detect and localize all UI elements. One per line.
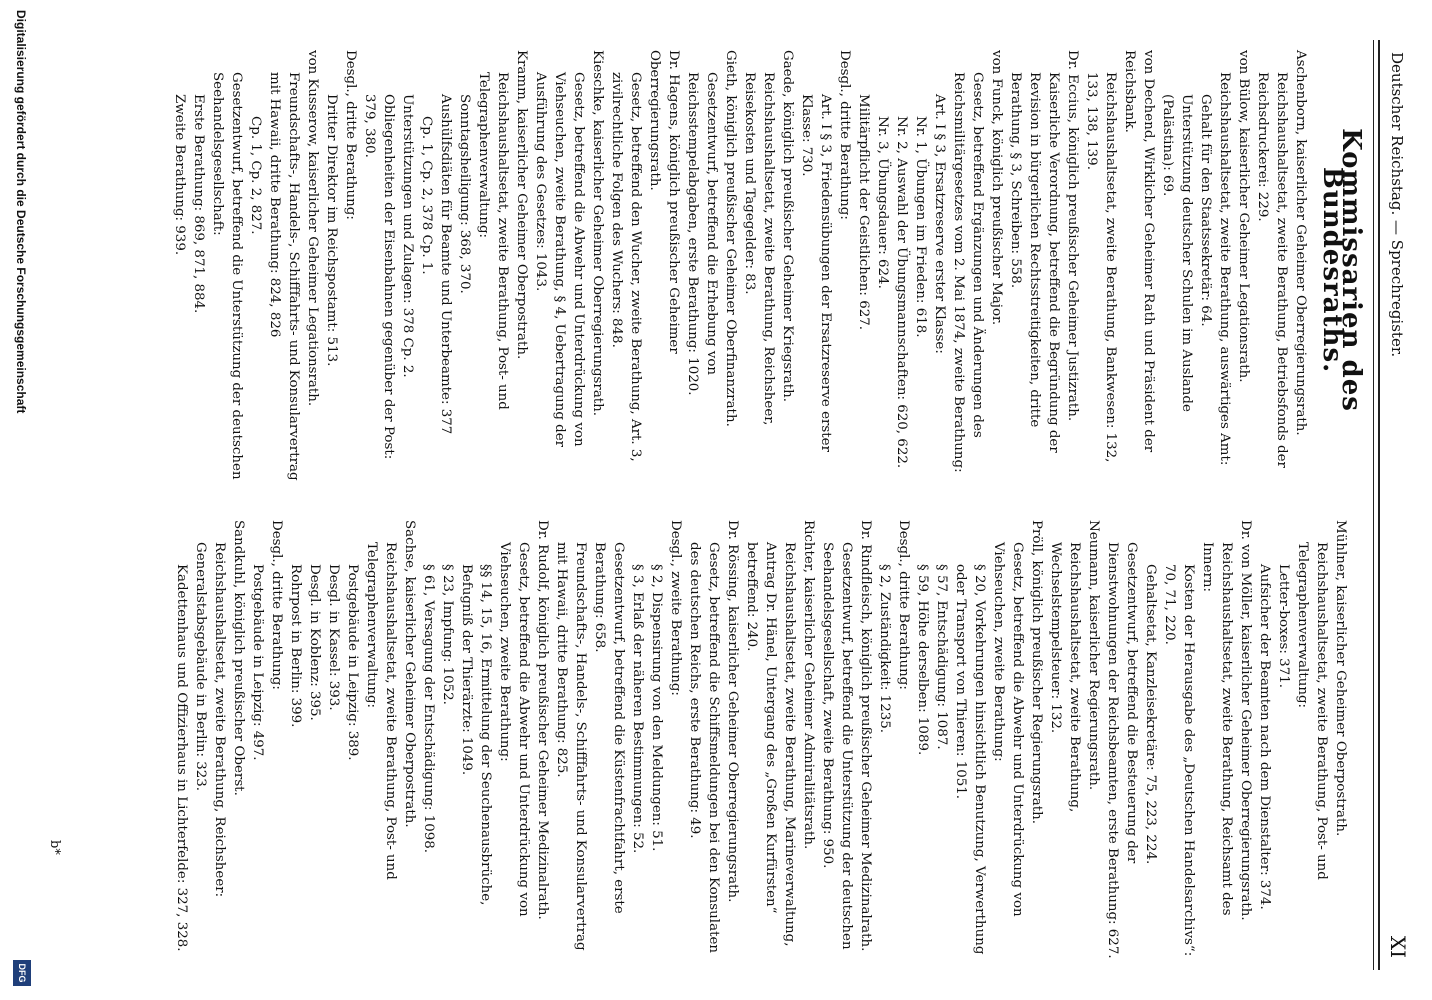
register-entry-heading: Richter, kaiserlicher Geheimer Admiralitätsrath.: [801, 520, 816, 850]
register-entry-line: Gehalt für den Staatssekretär: 64.: [1198, 94, 1213, 327]
register-entry-line: § 20, Vorkehrungen hinsichtlich Benutzung, Verwerthung oder Transport von Thieren: 1051.: [953, 564, 987, 955]
register-entry-heading: Gaede, königlich preußischer Geheimer Kriegsrath.: [780, 50, 795, 402]
register-entry-line: Reichshaushaltsetat, zweite Berathung, Bankwesen: 132, 133, 138, 139.: [1084, 72, 1118, 463]
register-entry-line: § 61, Versagung der Entschädigung: 1098.: [421, 564, 436, 854]
header-section: — Sprechregister.: [1388, 220, 1406, 358]
register-entry-line: Erste Berathung: 869, 871, 884.: [191, 94, 206, 314]
register-entry-line: Art. I § 3, Ersatzreserve erster Klasse:: [932, 94, 947, 354]
register-entry-line: Gesetzentwurf, betreffend die Erhebung von Reichsstempelabgaben, erste Berathung: 1020.: [685, 72, 719, 396]
register-entry-line: Gesetz, betreffend Ergänzungen und Änderungen des Reichsmilitärgesetzes vom 2. Mai 1874, zweite Berathung:: [951, 72, 985, 473]
register-entry-heading: Gieth, königlich preußischer Geheimer Oberfinanzrath.: [723, 50, 738, 427]
register-entry-line: Gesetz, betreffend den Wucher, zweite Berathung, Art. 3, zivilrechtliche Folgen des Wuchers: 848.: [609, 72, 643, 462]
section-title: Kommissarien des Bundesraths.: [1317, 128, 1366, 412]
register-entry-heading: von Kusserow, kaiserlicher Geheimer Legationsrath.: [305, 50, 320, 407]
column-left: [170, 50, 1366, 490]
register-entry-line: Reichshaushaltsetat, zweite Berathung, Reichsamt des Innern:: [1200, 542, 1234, 916]
register-entry-heading: Dr. von Möller, kaiserlicher Geheimer Oberregierungsrath.: [1238, 520, 1253, 921]
register-entry-line: Unterstützungen und Zulagen: 378 Cp. 2.: [400, 94, 415, 378]
register-entry-line: Zweite Berathung: 939.: [172, 94, 187, 256]
register-entry-line: Gesetzentwurf, betreffend die Küstenfrachtfahrt, erste Berathung: 658.: [592, 542, 626, 914]
register-entry-line: Kadettenhaus und Offizierhaus in Lichterfelde: 327, 328.: [174, 564, 189, 952]
register-entry-line: § 23, Impfung: 1052.: [440, 564, 455, 705]
register-entry-line: Gesetz, betreffend die Abwehr und Unterdrückung von Viehseuchen, zweite Berathung:: [497, 542, 531, 917]
register-entry-heading: Desgl., zweite Berathung:: [668, 520, 683, 696]
signature-mark: b*: [47, 840, 62, 855]
header-journal: Deutscher Reichstag.: [1388, 52, 1406, 216]
register-entry-heading: Sachse, kaiserlicher Geheimer Oberpostrath.: [402, 520, 417, 828]
register-entry-line: Dritter Direktor im Reichspostamt: 513.: [324, 94, 339, 367]
register-entry-heading: Aschenborn, kaiserlicher Geheimer Oberregierungsrath.: [1293, 50, 1308, 436]
register-entry-line: Reichshaushaltsetat, zweite Berathung, auswärtiges Amt:: [1217, 72, 1232, 466]
register-entry-line: Reichshaushaltsetat, zweite Berathung, Betriebsfonds der Reichsdruckerei: 229.: [1255, 72, 1289, 468]
register-entry-line: § 2, Zuständigkeit: 1235.: [877, 564, 892, 734]
register-entry-line: § 3, Erlaß der näheren Bestimmungen: 52.: [630, 564, 645, 854]
stamp-text: Digitalisierung gefördert durch die Deutsche Forschungsgemeinschaft: [14, 10, 28, 414]
register-entry-heading: Dr. Rudolf, königlich preußischer Geheimer Medizinalrath.: [535, 520, 550, 920]
register-entry-heading: Desgl., dritte Berathung:: [343, 50, 358, 220]
register-entry-heading: Dr. Eccius, königlich preußischer Geheimer Justizrath.: [1065, 50, 1080, 422]
register-entry-line: Reichshaushaltsetat, zweite Berathung, Post- und Telegraphenverwaltung:: [364, 542, 398, 880]
register-entry-heading: Neumann, kaiserlicher Regierungsrath.: [1086, 520, 1101, 791]
register-entry-line: Gesetz, betreffend die Schiffsmeldungen bei den Konsulaten des deutschen Reichs, erste Berathung: 49.: [687, 542, 721, 953]
register-entry-heading: Desgl., dritte Berathung:: [837, 50, 852, 220]
register-entry-line: Unterstützung deutscher Schulen im Auslande (Palästina): 69.: [1160, 94, 1194, 412]
register-entry-line: § 57, Entschädigung: 1087.: [934, 564, 949, 750]
register-entry-line: Nr. 3, Übungsdauer: 624.: [875, 116, 890, 289]
register-entry-line: Reichshaushaltsetat, zweite Berathung, Post- und Telegraphenverwaltung:: [1295, 542, 1329, 880]
register-entry-line: Postgebäude in Leipzig: 389.: [345, 564, 360, 761]
register-entry-line: Art. I § 3, Friedensübungen der Ersatzreserve erster Klasse: 730.: [799, 94, 833, 453]
register-entry-line: Gesetzentwurf, betreffend die Besteuerung der Dienstwohnungen der Reichsbeamten, erste Berathung: 627.: [1105, 542, 1139, 959]
register-entry-line: Cp. 1, Cp. 2, 827.: [248, 116, 263, 235]
column-right: [172, 520, 1350, 960]
register-entry-line: § 2, Dispensirung von den Meldungen: 51.: [649, 564, 664, 852]
register-entry-line: Gesetz, betreffend die Abwehr und Unterdrückung von Viehseuchen, zweite Berathung:: [991, 542, 1025, 917]
register-entry-line: Aushülfsdiäten für Beamte und Unterbeamte: 377: [438, 94, 453, 435]
header-left: [1388, 52, 1406, 357]
register-entry-line: Reichshaushaltsetat, zweite Berathung, Reichsheer: Generalstabsgebäude in Berlin: 323.: [193, 542, 227, 898]
register-entry-heading: Mühlner, kaiserlicher Geheimer Oberpostrath.: [1333, 520, 1348, 837]
register-entry-line: Reichshaushaltsetat, zweite Berathung, Post- und Telegraphenverwaltung:: [476, 72, 510, 410]
register-entry-line: Gesetz, betreffend die Abwehr und Unterdrückung von Viehseuchen, zweite Berathung, § 4, Uebertragung der Ausführung des Gesetzes: 1043.: [533, 72, 586, 448]
register-entry-heading: Sandkuhl, königlich preußischer Oberst.: [231, 520, 246, 796]
register-entry-line: Gehaltsetat, Kanzleisekretäre: 75, 223, 224.: [1143, 564, 1158, 865]
page-number: XI: [1386, 935, 1410, 958]
register-entry-line: Reichshaushaltsetat, zweite Berathung, Marineverwaltung, Antrag Dr. Hänel, Untergang des „Großen Kurfürsten“ betreffend: 240.: [744, 542, 797, 947]
register-entry-line: Freundschafts-, Handels-, Schifffahrts- und Konsularvertrag mit Hawaii, dritte Berathung: 824, 826: [267, 72, 301, 481]
register-entry-line: Freundschafts-, Handels-, Schifffahrts- und Konsularvertrag mit Hawaii, dritte Berathung: 825.: [554, 542, 588, 951]
register-entry-line: Aufsicher der Beamten nach dem Dienstalter: 374.: [1257, 564, 1272, 910]
register-entry-heading: Desgl., dritte Berathung:: [269, 520, 284, 690]
register-entry-line: Militärpflicht der Geistlichen: 627.: [856, 94, 871, 331]
register-entry-line: Desgl. in Koblenz: 395.: [307, 564, 322, 721]
register-entry-line: §§ 14, 15, 16, Ermittelung der Seuchenausbrüche, Befugniß der Thierärzte: 1049.: [459, 564, 493, 906]
register-entry-heading: von Dechend, Wirklicher Geheimer Rath und Präsident der Reichsbank.: [1122, 50, 1156, 453]
register-entry-line: Sonntagsheiligung: 368, 370.: [457, 94, 472, 294]
register-entry-line: Postgebäude in Leipzig: 497.: [250, 564, 265, 761]
dfg-logo: DFG: [13, 960, 31, 986]
register-entry-line: Kaiserliche Verordnung, betreffend die Begründung der Revision in bürgerlichen Rechtsstreitigkeiten, dritte Berathung, § 3, Schreiben: 558.: [1008, 72, 1061, 453]
register-entry-line: Reichshaushaltsetat, zweite Berathung, Reichsheer, Reisekosten und Tagegelder: 83.: [742, 72, 776, 426]
register-entry-heading: Pröll, königlich preußischer Regierungsrath.: [1029, 520, 1044, 825]
register-entry-heading: Dr. Rössing, kaiserlicher Geheimer Oberregierungsrath.: [725, 520, 740, 903]
register-entry-heading: Desgl., dritte Berathung:: [896, 520, 911, 690]
register-entry-line: Gesetzentwurf, betreffend die Unterstützung der deutschen Seehandelsgesellschaft:: [210, 72, 244, 480]
register-entry-heading: Kieschke, kaiserlicher Geheimer Oberregierungsrath.: [590, 50, 605, 417]
register-entry-line: Nr. 1, Übungen im Frieden: 618.: [913, 116, 928, 338]
register-entry-line: Kosten der Herausgabe des „Deutschen Handelsarchivs“: 70, 71, 220.: [1162, 564, 1196, 957]
register-entry-heading: Dr. Hagens, königlich preußischer Geheimer Oberregierungsrath.: [647, 50, 681, 354]
register-entry-line: Cp. 1, Cp. 2, 378 Cp. 1.: [419, 116, 434, 275]
register-entry-line: § 59, Höhe derselben: 1089.: [915, 564, 930, 756]
header-rule: [1378, 40, 1380, 970]
register-entry-line: Rohrpost in Berlin: 399.: [288, 564, 303, 728]
register-entry-line: Obliegenheiten der Eisenbahnen gegenüber der Post: 379, 380.: [362, 94, 396, 460]
register-entry-line: Desgl. in Kassel: 393.: [326, 564, 341, 711]
register-entry-heading: von Bülow, kaiserlicher Geheimer Legationsrath.: [1236, 50, 1251, 383]
register-entry-heading: Dr. Rindfleisch, königlich preußischer Geheimer Medizinalrath.: [858, 520, 873, 952]
register-entry-line: Reichshaushaltsetat, zweite Berathung, Wechselstempelsteuer: 132.: [1048, 542, 1082, 813]
register-entry-heading: Kramm, kaiserlicher Geheimer Oberpostrath.: [514, 50, 529, 360]
register-entry-heading: von Funck, königlich preußischer Major.: [989, 50, 1004, 326]
running-header: [1382, 40, 1410, 970]
digitization-stamp: [8, 0, 34, 1000]
register-entry-line: Gesetzentwurf, betreffend die Unterstützung der deutschen Seehandelsgesellschaft, zweite Berathung: 950.: [820, 542, 854, 950]
register-entry-line: Nr. 2, Auswahl der Übungsmannschaften: 620, 622.: [894, 116, 909, 469]
header-rule-thin: [1373, 40, 1374, 970]
register-entry-line: Letter-boxes: 371.: [1276, 564, 1291, 688]
